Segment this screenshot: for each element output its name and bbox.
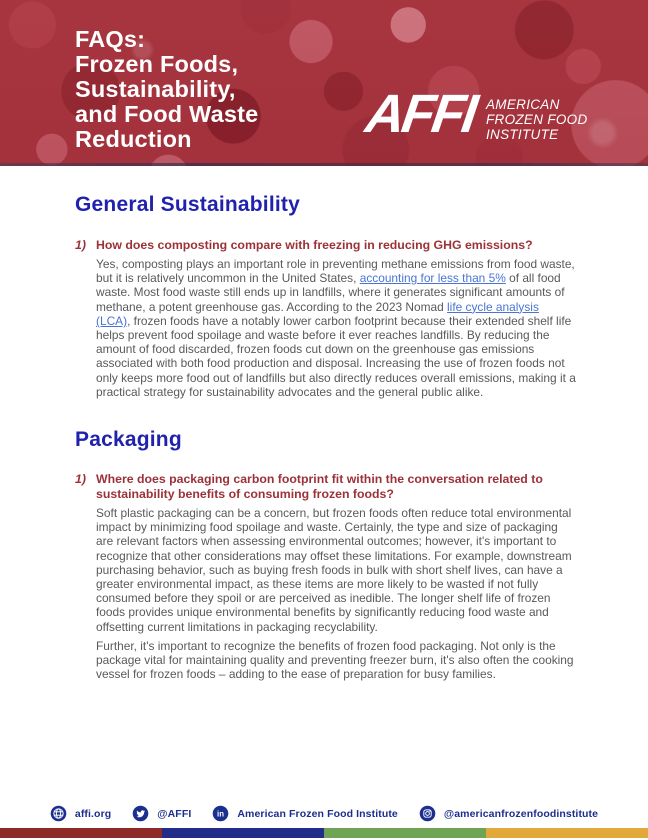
answer-text: , frozen foods have a notably lower carbon footprint because their extended shelf life helps prevent food spoilage and waste before it ever reaches landfills. By reducing the amount of food discarded, frozen foods cut down on the greenhouse gas emissions associated with both food production and disposal. Increasing the use of frozen foods not only keeps more food out of landfills but also directly reduces overall emissions, making it a practical strategy for sustainability advocates and the general public alike. [96, 313, 576, 399]
logo-name-line: INSTITUTE [485, 127, 559, 142]
answer-paragraph: Soft plastic packaging can be a concern, but frozen foods often reduce total environmental impact by minimizing food spoilage and waste. Certainly, the type and size of packaging are relevant factors when assessing environmental outcomes; however, it's important to recognize that other considerations may offset these limitations. For example, downstream purchasing behavior, such as buying fresh foods in bulk with short shelf lives, can have a greater environmental impact, as these items are more likely to be wasted if not fully consumed before they spoil or are perceived as inedible. The longer shelf life of frozen foods provides unique environmental benefits by significantly reducing food waste and offsetting current limitations in packaging recyclability. [96, 506, 572, 634]
answer-paragraph [96, 257, 576, 399]
answer-text: Yes, composting plays an important role in preventing methane emissions from food waste, but it is relatively uncommon in the United States, [96, 257, 575, 286]
question-row [75, 238, 576, 253]
question-number: 1) [75, 472, 86, 487]
section-general-sustainability [75, 193, 576, 399]
footer-social-row [0, 805, 648, 822]
section-heading: Packaging [75, 428, 182, 452]
logo-name-line: AMERICAN [485, 97, 560, 112]
footer-link-website[interactable] [50, 805, 111, 822]
question-text: Where does packaging carbon footprint fit within the conversation related to sustainability benefits of consuming frozen foods? [96, 472, 543, 502]
footer-link-instagram[interactable] [419, 805, 598, 822]
document-body [0, 193, 648, 681]
link-accounting-less-than-5pct[interactable]: accounting for less than 5% [359, 271, 506, 286]
footer-link-label: @americanfrozenfoodinstitute [443, 807, 599, 820]
title-line: Frozen Foods, [75, 51, 239, 77]
header-banner [0, 0, 648, 166]
link-life-cycle-analysis[interactable]: life cycle analysis (LCA) [96, 299, 539, 328]
question-row [75, 472, 576, 502]
affi-logo-name [486, 97, 588, 142]
stripe-segment-green [324, 828, 486, 838]
logo-name-line: FROZEN FOOD [485, 112, 588, 127]
linkedin-icon [212, 805, 229, 822]
footer-link-label: @AFFI [157, 807, 192, 820]
stripe-segment-navy [162, 828, 324, 838]
footer-color-stripe [0, 828, 648, 838]
svg-text:in: in [217, 809, 225, 819]
affi-logo [362, 84, 588, 144]
question-number: 1) [75, 238, 86, 252]
stripe-segment-yellow [486, 828, 648, 838]
title-line: Sustainability, [75, 76, 236, 102]
question-text: How does composting compare with freezing in reducing GHG emissions? [96, 238, 533, 252]
section-heading: General Sustainability [75, 193, 300, 216]
answer-paragraph: Further, it's important to recognize the benefits of frozen food packaging. Not only is the package vital for maintaining quality and preventing freezer burn, it's also often the cooking vessel for frozen foods – adding to the ease of preparation for busy families. [96, 638, 574, 682]
globe-icon [50, 805, 67, 822]
footer-link-twitter[interactable] [132, 805, 191, 822]
footer-link-label: affi.org [74, 807, 112, 820]
title-line: and Food Waste [75, 101, 259, 127]
twitter-icon [132, 805, 149, 822]
section-packaging [75, 428, 576, 681]
page-title [75, 27, 258, 152]
affi-logo-acronym: AFFI [362, 84, 479, 144]
footer-link-label: American Frozen Food Institute [237, 807, 398, 820]
title-line: FAQs: [75, 26, 146, 52]
answer-text: of all food waste. Most food waste still ends up in landfills, where it generates significant amounts of methane, a potent greenhouse gas. According to the 2023 Nomad [96, 271, 565, 314]
instagram-icon [419, 805, 436, 822]
footer-link-linkedin[interactable] [212, 805, 398, 822]
stripe-segment-maroon [0, 828, 162, 838]
title-line: Reduction [75, 126, 192, 152]
